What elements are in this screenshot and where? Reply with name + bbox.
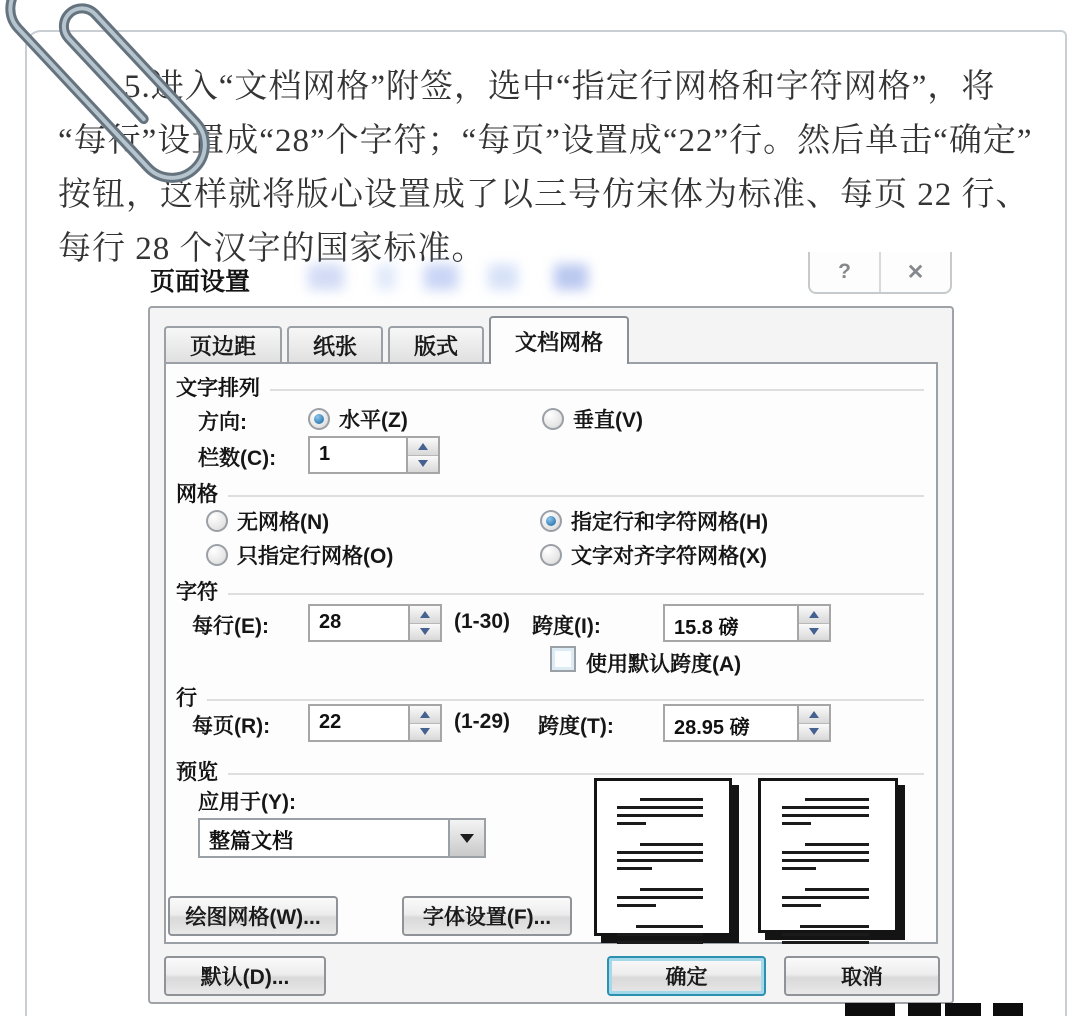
drawing-grid-button[interactable]: 绘图网格(W)... [168,896,338,936]
chars-per-line-spinner [408,606,440,640]
lines-pitch-label: 跨度(T): [538,715,614,738]
radio-horizontal-label: 水平(Z) [339,409,408,432]
apply-to-value: 整篇文档 [209,830,293,853]
group-rule [228,773,924,775]
cropped-watermark-text [790,1003,1030,1016]
chars-pitch-spinner [797,606,829,640]
instruction-line: 按钮，这样就将版心设置成了以三号仿宋体为标准、每页 22 行、 [58,177,1030,213]
radio-selected-icon[interactable] [308,408,330,430]
apply-to-dropdown[interactable] [198,818,486,858]
lines-per-page-spinner [408,706,440,740]
spin-up-icon[interactable] [799,706,829,724]
radio-char-align-grid[interactable] [540,540,767,570]
radio-vertical[interactable] [542,404,643,434]
spin-down-icon[interactable] [410,724,440,741]
group-rule [270,389,924,391]
radio-line-char-grid-label: 指定行和字符网格(H) [571,511,769,534]
tab-paper[interactable]: 纸张 [287,326,383,362]
chars-title: 字符 [176,581,218,604]
text-flow-title: 文字排列 [176,377,260,400]
spin-up-icon[interactable] [799,606,829,624]
radio-horizontal[interactable] [308,404,408,434]
apply-to-label: 应用于(Y): [198,791,296,814]
columns-input[interactable] [308,436,440,474]
blurred-watermark [308,264,344,290]
radio-icon[interactable] [542,408,564,430]
tab-margins[interactable]: 页边距 [164,326,282,362]
radio-vertical-label: 垂直(V) [573,409,643,432]
radio-no-grid-label: 无网格(N) [237,511,330,534]
spin-up-icon[interactable] [410,606,440,624]
chars-pitch-value: 15.8 磅 [674,617,739,639]
tab-strip [164,314,634,362]
blurred-watermark [488,264,518,290]
grid-group [176,478,924,508]
lines-per-page-input[interactable] [308,704,442,742]
dialog-title: 页面设置 [150,268,251,296]
dialog-body [148,306,954,1004]
chars-per-line-label: 每行(E): [192,615,269,638]
preview-page-1 [594,778,732,936]
radio-selected-icon[interactable] [540,510,562,532]
cancel-button[interactable]: 取消 [784,956,940,996]
use-default-pitch-label: 使用默认跨度(A) [586,653,742,676]
lines-per-page-value: 22 [319,711,342,733]
default-button[interactable]: 默认(D)... [164,956,326,996]
columns-spinner [406,438,438,472]
page-setup-dialog [148,256,954,1004]
blurred-watermark [376,264,396,290]
lines-pitch-spinner [797,706,829,740]
instruction-line: 5.进入“文档网格”附签，选中“指定行网格和字符网格”，将 [124,69,996,105]
columns-value: 1 [319,443,331,465]
preview-title: 预览 [176,761,218,784]
dialog-titlebar [148,256,954,306]
text-flow-group [176,372,924,402]
radio-no-grid[interactable] [206,506,329,536]
caption-buttons [808,252,952,294]
blurred-watermark [554,264,588,290]
radio-char-align-grid-label: 文字对齐字符网格(X) [571,545,767,568]
radio-icon[interactable] [206,510,228,532]
columns-label: 栏数(C): [198,447,277,470]
preview-page-lines [606,798,720,944]
lines-range-label: (1-29) [454,710,511,733]
spin-down-icon[interactable] [410,624,440,641]
chars-per-line-input[interactable] [308,604,442,642]
radio-line-grid-only[interactable] [206,540,393,570]
lines-pitch-value: 28.95 磅 [674,717,750,739]
preview-page-lines [770,798,886,944]
chars-pitch-input[interactable] [663,604,831,642]
spin-down-icon[interactable] [408,456,438,473]
radio-line-grid-only-label: 只指定行网格(O) [237,545,394,568]
blurred-watermark [424,264,458,290]
use-default-pitch-checkbox[interactable] [550,646,576,672]
spin-up-icon[interactable] [408,438,438,456]
chevron-down-icon[interactable] [448,820,484,856]
grid-title: 网格 [176,483,218,506]
lines-pitch-input[interactable] [663,704,831,742]
document-grid-panel [164,362,938,944]
preview-page-2 [758,778,898,933]
radio-icon[interactable] [206,544,228,566]
help-icon[interactable]: ? [810,252,881,292]
instruction-line: 每行 28 个汉字的国家标准。 [58,231,486,267]
lines-title: 行 [176,687,197,710]
spin-up-icon[interactable] [410,706,440,724]
ok-button[interactable]: 确定 [607,956,766,996]
tab-document-grid[interactable]: 文档网格 [489,316,629,364]
group-rule [228,495,924,497]
close-icon[interactable]: ✕ [906,260,925,284]
chars-group [176,576,924,606]
spin-down-icon[interactable] [799,624,829,641]
group-rule [228,593,924,595]
radio-line-char-grid[interactable] [540,506,768,536]
chars-per-line-value: 28 [319,611,342,633]
group-rule [207,699,924,701]
chars-range-label: (1-30) [454,610,511,633]
direction-label: 方向: [198,411,247,434]
instruction-line: “每行”设置成“28”个字符；“每页”设置成“22”行。然后单击“确定” [58,123,1033,159]
font-settings-button[interactable]: 字体设置(F)... [402,896,572,936]
lines-per-page-label: 每页(R): [192,715,271,738]
tab-layout[interactable]: 版式 [388,326,484,362]
radio-icon[interactable] [540,544,562,566]
chars-pitch-label: 跨度(I): [532,615,601,638]
spin-down-icon[interactable] [799,724,829,741]
